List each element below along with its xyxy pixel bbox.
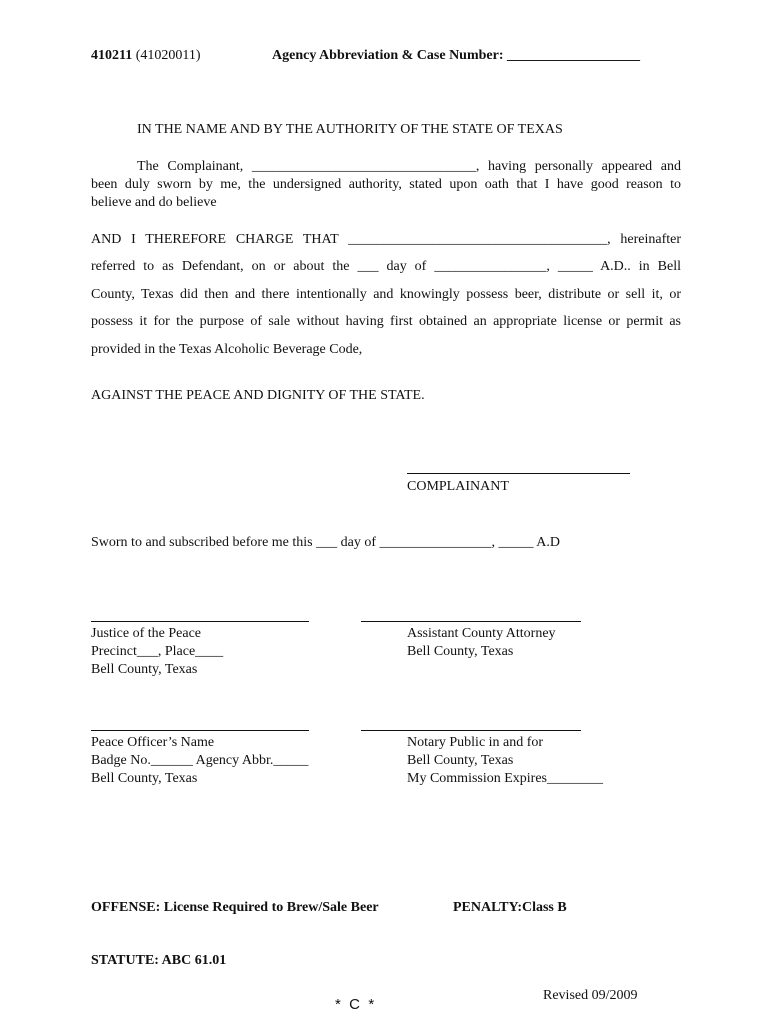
penalty-line: PENALTY:Class B (453, 900, 567, 915)
notary-title: Notary Public in and for (407, 735, 544, 750)
aca-county: Bell County, Texas (407, 644, 514, 659)
peace-dignity-line: AGAINST THE PEACE AND DIGNITY OF THE STATE. (91, 388, 425, 403)
charge-line-3: County, Texas did then and there intentionally and knowingly possess beer, distribute or sell it, or (91, 287, 681, 302)
complainant-line-1: The Complainant, ________________________________, having personally appeared and (137, 159, 681, 174)
case-number-blank: ___________________ (507, 48, 641, 63)
notary-commission: My Commission Expires________ (407, 771, 604, 786)
officer-badge-label: Badge No.______ Agency Abbr._____ (91, 753, 309, 768)
aca-title: Assistant County Attorney (407, 626, 556, 641)
jp-title: Justice of the Peace (91, 626, 202, 641)
case-number-label-text: Agency Abbreviation & Case Number: (272, 48, 504, 63)
officer-name-label: Peace Officer’s Name (91, 735, 215, 750)
charge-line-5: provided in the Texas Alcoholic Beverage Code, (91, 342, 363, 357)
jp-signature-line (91, 621, 309, 622)
officer-county: Bell County, Texas (91, 771, 198, 786)
charge-line-2: referred to as Defendant, on or about the ___ day of ________________, _____ A.D.. in Bell (91, 259, 681, 274)
form-number-code: 410211 (91, 48, 133, 63)
complainant-label: COMPLAINANT (407, 479, 509, 494)
charge-line-1: AND I THEREFORE CHARGE THAT _____________________________________, hereinafter (91, 232, 681, 247)
barcode-text: * C * (335, 996, 375, 1013)
complainant-line-3: believe and do believe (91, 195, 217, 210)
statute-line: STATUTE: ABC 61.01 (91, 953, 227, 968)
complainant-signature-line (407, 473, 630, 474)
case-number-label (272, 48, 640, 64)
offense-line: OFFENSE: License Required to Brew/Sale Beer (91, 900, 379, 915)
jp-precinct: Precinct___, Place____ (91, 644, 224, 659)
form-number (91, 48, 201, 64)
jp-county: Bell County, Texas (91, 662, 198, 677)
charge-line-4: possess it for the purpose of sale without having first obtained an appropriate license or permit as (91, 314, 681, 329)
notary-county: Bell County, Texas (407, 753, 514, 768)
revised-date: Revised 09/2009 (543, 988, 638, 1003)
notary-signature-line (361, 730, 581, 731)
form-number-alt: (41020011) (135, 48, 201, 63)
officer-signature-line (91, 730, 309, 731)
document-title: IN THE NAME AND BY THE AUTHORITY OF THE STATE OF TEXAS (137, 122, 563, 137)
sworn-line: Sworn to and subscribed before me this ___ day of ________________, _____ A.D (91, 535, 560, 550)
aca-signature-line (361, 621, 581, 622)
complainant-line-2: been duly sworn by me, the undersigned authority, stated upon oath that I have good reason to (91, 177, 681, 192)
